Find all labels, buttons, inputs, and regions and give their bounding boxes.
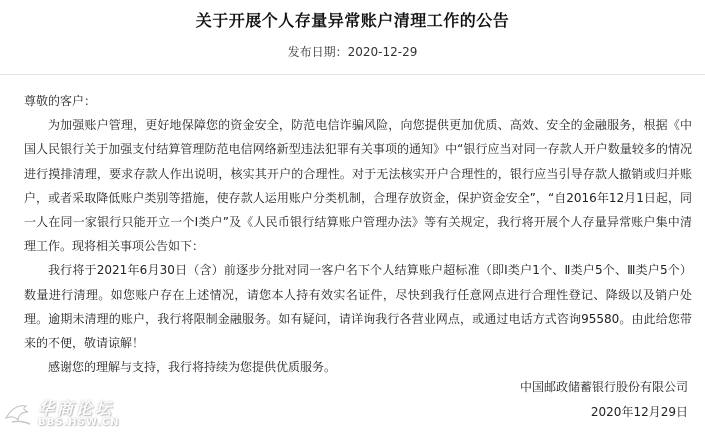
body-paragraph-3: 感谢您的理解与支持，我行将持续为您提供优质服务。 bbox=[48, 360, 337, 375]
greeting: 尊敬的客户： bbox=[24, 94, 97, 108]
publish-date: 发布日期：2020-12-29 bbox=[287, 45, 418, 59]
hawk-logo-icon bbox=[4, 398, 34, 428]
forum-watermark bbox=[4, 396, 154, 434]
notice-title: 关于开展个人存量异常账户清理工作的公告 bbox=[195, 11, 510, 30]
watermark-name: 华商论坛 bbox=[38, 399, 115, 418]
signature-date: 2020年12月29日 bbox=[590, 405, 688, 419]
watermark-url: BBS.HSW.CN bbox=[38, 417, 120, 428]
body-paragraph-1: 为加强账户管理，更好地保障您的资金安全，防范电信诈骗风险，向您提供更加优质、高效、安全的金融服务，根据《中国人民银行关于加强支付结算管理防范电信网络新型违法犯罪有关事项的通知》中“银行应当对同一存款人开户数量较多的情况进行摸排清理，要求存款人作出说明，核实其开户的合理性。对于无法核实开户合理性的，银行应当引导存款人撤销或归并账户，或者采取降低账户类别等措施，使存款人运用账户分类机制，合理存放资金，保护资金安全”，“自2016年12月1日起，同一人在同一家银行只能开立一个Ⅰ类户”及《人民币银行结算账户管理办法》等有关规定，我行将开展个人存量异常账户集中清理工作。现将相关事项公告如下： bbox=[24, 118, 692, 254]
body-paragraph-2: 我行将于2021年6月30日（含）前逐步分批对同一客户名下个人结算账户超标准（即Ⅰ类户1个、Ⅱ类户5个、Ⅲ类户5个）数量进行清理。如您账户存在上述情况，请您本人持有效实名证件，尽快到我行任意网点进行合理性登记、降级以及销户处理。逾期未清理的账户，我行将限制金融服务。如有疑问，请详询我行各营业网点，或通过电话方式咨询95580。由此给您带来的不便，敬请谅解！ bbox=[24, 263, 692, 351]
notice-body bbox=[24, 89, 692, 379]
title-divider bbox=[0, 74, 705, 75]
signature-organization: 中国邮政储蓄银行股份有限公司 bbox=[519, 380, 688, 394]
